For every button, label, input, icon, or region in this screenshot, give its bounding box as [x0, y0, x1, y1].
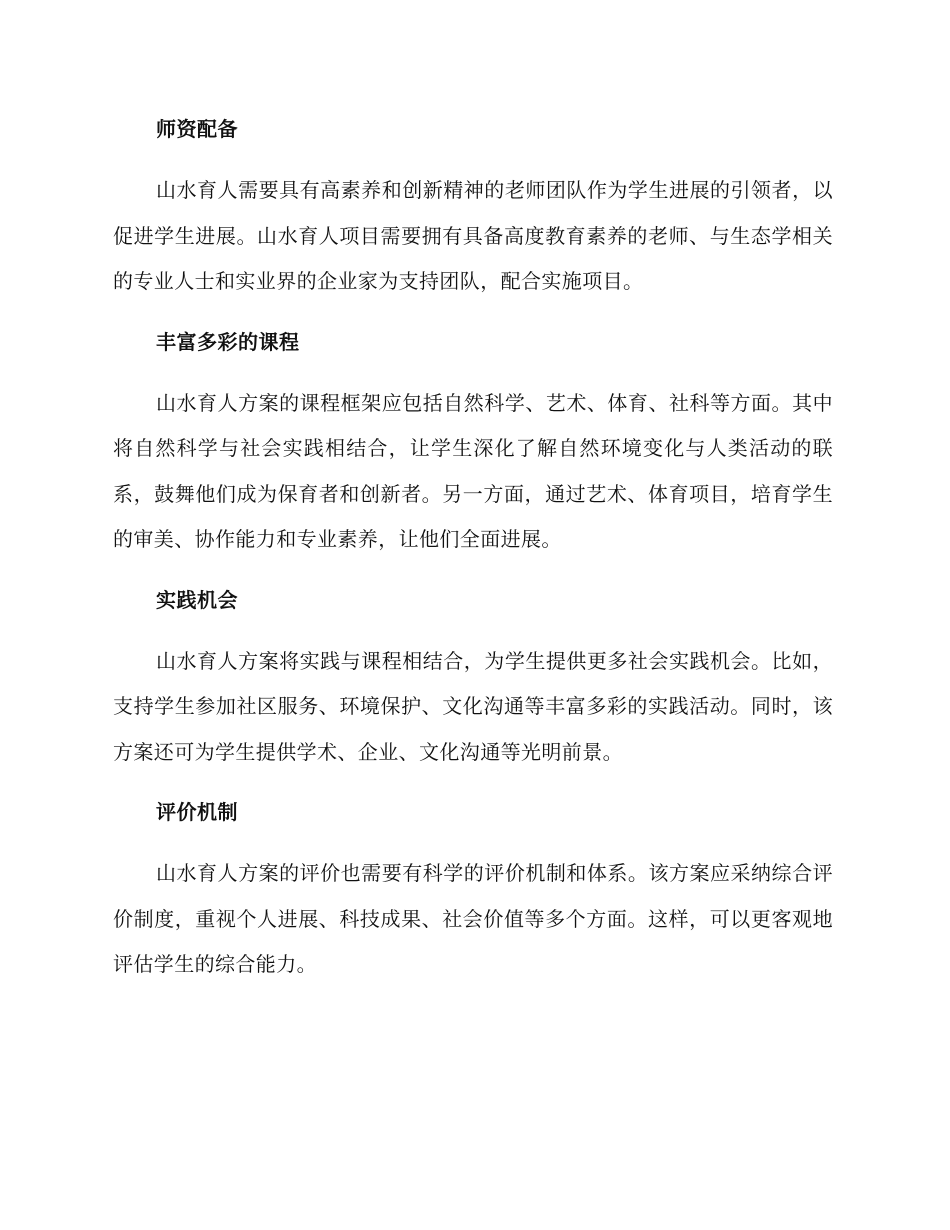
- section-paragraph: 山水育人方案将实践与课程相结合，为学生提供更多社会实践机会。比如，支持学生参加社区服务、环境保护、文化沟通等丰富多彩的实践活动。同时，该方案还可为学生提供学术、企业、文化沟通等光明前景。: [113, 648, 833, 764]
- section-heading: 丰富多彩的课程: [156, 329, 300, 354]
- section-curriculum: [113, 325, 833, 563]
- section-heading: 实践机会: [156, 587, 238, 612]
- section-paragraph: 山水育人方案的课程框架应包括自然科学、艺术、体育、社科等方面。其中将自然科学与社会实践相结合，让学生深化了解自然环境变化与人类活动的联系，鼓舞他们成为保育者和创新者。另一方面，通过艺术、体育项目，培育学生的审美、协作能力和专业素养，让他们全面进展。: [113, 390, 833, 551]
- section-heading: 评价机制: [156, 800, 238, 824]
- section-paragraph: 山水育人方案的评价也需要有科学的评价机制和体系。该方案应采纳综合评价制度，重视个人进展、科技成果、社会价值等多个方面。这样，可以更客观地评估学生的综合能力。: [113, 861, 833, 976]
- section-heading: 师资配备: [156, 117, 238, 141]
- section-teachers: [113, 112, 833, 305]
- section-paragraph: 山水育人需要具有高素养和创新精神的老师团队作为学生进展的引领者，以促进学生进展。山水育人项目需要拥有具备高度教育素养的老师、与生态学相关的专业人士和实业界的企业家为支持团队，配合实施项目。: [113, 178, 833, 293]
- section-practice: [113, 583, 833, 776]
- document-page: [113, 112, 833, 1008]
- section-evaluation: [113, 795, 833, 988]
